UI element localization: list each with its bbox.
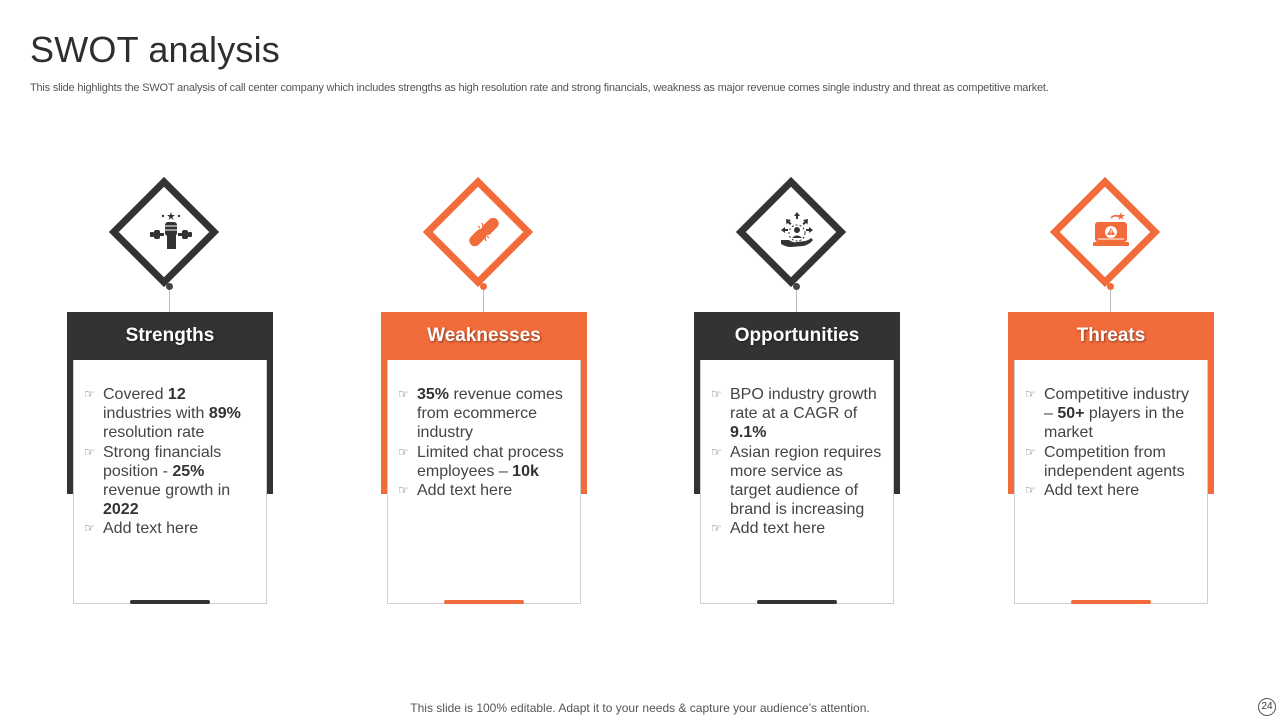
- pointing-hand-icon: ☞: [1025, 444, 1036, 459]
- bullet-text: BPO industry growth rate at a CAGR of: [730, 386, 877, 423]
- bullet-list: [1025, 385, 1197, 500]
- bullet-highlight: 35%: [417, 386, 450, 403]
- connector-dot: [793, 283, 800, 290]
- bullet-highlight: 25%: [172, 462, 205, 480]
- quadrant-heading: Strengths: [125, 325, 215, 346]
- bullet-item: [398, 481, 570, 500]
- bullet-highlight: 50+: [1057, 405, 1085, 423]
- pointing-hand-icon: ☞: [711, 444, 722, 459]
- pointing-hand-icon: ☞: [711, 387, 722, 401]
- connector-line: [796, 288, 797, 312]
- quadrant-heading: Opportunities: [734, 325, 860, 346]
- pointing-hand-icon: ☞: [398, 444, 409, 459]
- swot-column-strengths: [67, 176, 273, 616]
- card-accent-line: [757, 600, 837, 604]
- bullet-item: [1025, 481, 1197, 500]
- bullet-highlight: 9.1%: [730, 424, 767, 442]
- quadrant-heading: Threats: [1076, 325, 1146, 346]
- bullet-highlight: 89%: [208, 405, 241, 423]
- swot-column-opportunities: [694, 176, 900, 616]
- bullet-text: industries with: [103, 405, 209, 423]
- bullet-text: Competitive industry –: [1044, 386, 1189, 423]
- quadrant-card: [387, 360, 581, 604]
- bullet-text: Asian region requires more service as target audience of brand is increasing: [730, 443, 882, 519]
- bullet-highlight: 12: [167, 386, 186, 403]
- pointing-hand-icon: ☞: [398, 483, 409, 498]
- connector-line: [483, 288, 484, 312]
- bullet-list: [398, 385, 570, 500]
- bullet-item: [1025, 385, 1197, 443]
- bullet-highlight: 10k: [512, 462, 539, 480]
- raised-fist-strength-icon: [140, 202, 200, 262]
- bullet-item: [1025, 443, 1197, 481]
- warning-bomb-laptop-icon: [1081, 202, 1141, 262]
- slide-footer: This slide is 100% editable. Adapt it to your needs & capture your audience’s attention.: [410, 701, 870, 715]
- card-accent-line: [444, 600, 524, 604]
- bullet-text: resolution rate: [103, 424, 205, 442]
- quadrant-card: [700, 360, 894, 604]
- bullet-item: [84, 443, 256, 520]
- connector-dot: [166, 283, 173, 290]
- quadrant-card: [1014, 360, 1208, 604]
- bullet-list: [711, 385, 883, 539]
- connector-dot: [480, 283, 487, 290]
- card-accent-line: [130, 600, 210, 604]
- bullet-text: players in the market: [1044, 405, 1185, 442]
- swot-column-weaknesses: [381, 176, 587, 616]
- bullet-text: Strong financials position -: [103, 443, 222, 480]
- bullet-text: Covered: [103, 386, 168, 403]
- bullet-item: [711, 519, 883, 538]
- bullet-item: [398, 443, 570, 481]
- connector-line: [1110, 288, 1111, 312]
- swot-column-threats: [1008, 176, 1214, 616]
- pointing-hand-icon: ☞: [1025, 483, 1036, 498]
- bullet-text: revenue growth in: [103, 482, 231, 500]
- pointing-hand-icon: ☞: [84, 444, 95, 459]
- pointing-hand-icon: ☞: [1025, 387, 1036, 401]
- bullet-item: [398, 385, 570, 443]
- slide-subtitle: This slide highlights the SWOT analysis of call center company which includes strengths as high resolution rate and strong financials, weakness as major revenue comes single industry and threat as competitive market.: [30, 82, 1049, 94]
- pointing-hand-icon: ☞: [84, 387, 95, 401]
- bullet-item: [711, 443, 883, 520]
- bullet-item: [84, 519, 256, 538]
- bullet-item: [84, 385, 256, 443]
- bullet-text: revenue comes from ecommerce industry: [417, 386, 563, 442]
- bullet-text: Limited chat process employees –: [417, 443, 564, 480]
- bullet-text: Add text here: [417, 482, 513, 500]
- quadrant-heading: Weaknesses: [427, 325, 541, 346]
- pointing-hand-icon: ☞: [398, 387, 409, 401]
- bullet-text: Add text here: [103, 520, 199, 538]
- bullet-text: Competition from independent agents: [1044, 443, 1185, 480]
- broken-chain-link-icon: [454, 202, 514, 262]
- quadrant-card: [73, 360, 267, 604]
- bullet-list: [84, 385, 256, 539]
- pointing-hand-icon: ☞: [711, 521, 722, 536]
- bullet-text: Add text here: [1044, 482, 1140, 500]
- slide-title: SWOT analysis: [30, 29, 280, 70]
- connector-line: [169, 288, 170, 312]
- hand-person-arrows-icon: [767, 202, 827, 262]
- pointing-hand-icon: ☞: [84, 521, 95, 536]
- card-accent-line: [1071, 600, 1151, 604]
- page-number: 24: [1258, 698, 1276, 716]
- connector-dot: [1107, 283, 1114, 290]
- bullet-item: [711, 385, 883, 443]
- bullet-text: Add text here: [730, 520, 826, 538]
- bullet-highlight: 2022: [103, 501, 139, 519]
